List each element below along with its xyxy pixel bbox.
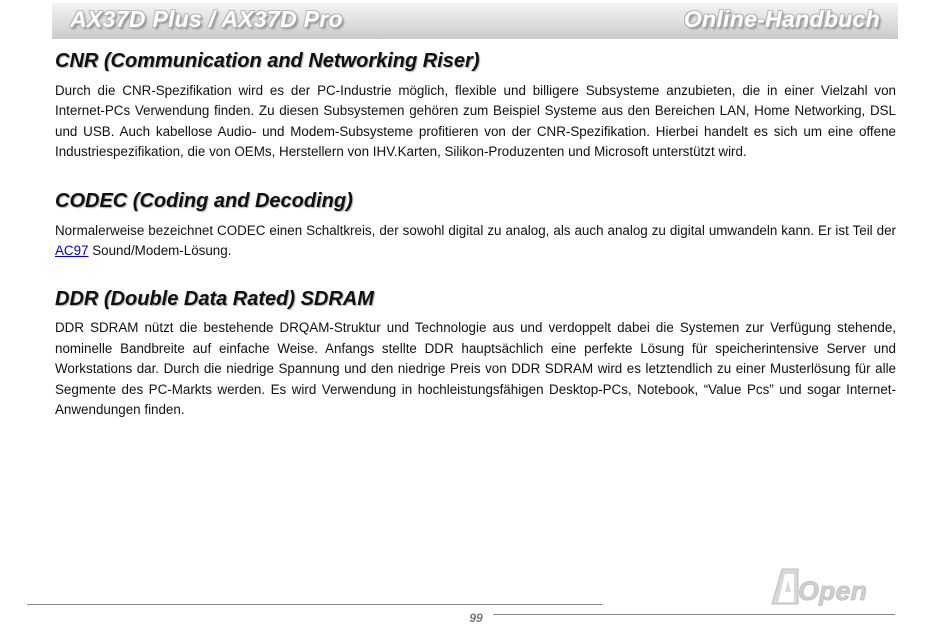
codec-paragraph bbox=[55, 221, 896, 262]
ddr-paragraph: DDR SDRAM nützt die bestehende DRQAM-Struktur und Technologie aus und verdoppelt dabei die Systemen zur Verfügung stehende, nominelle Bandbreite auf einfache Weise. Anfangs stellte DDR hauptsächlich eine perfekte Lösung für speicherintensive Server und Workstations dar. Durch die niedrige Spannung und den niedrige Preis von DDR SDRAM wird es letztendlich zu einer Musterlösung für alle Segmente des PC-Markts werden. Es wird Verwendung in hochleistungsfähigen Desktop-PCs, Notebook, “Value Pcs” und sogar Internet-Anwendungen finden. bbox=[55, 320, 896, 418]
ddr-heading: DDR (Double Data Rated) SDRAM bbox=[55, 288, 374, 311]
cnr-paragraph: Durch die CNR-Spezifikation wird es der PC-Industrie möglich, flexible und billigere Subsysteme anzubieten, die in einer Vielzahl von Internet-PCs Verwendung finden. Zu diesen Subsystemen gehören zum Beispiel Systeme aus den Bereichen LAN, Home Networking, DSL und USB. Auch kabellose Audio- und Modem-Subsysteme profitieren von der CNR-Spezifikation. Hierbei handelt es sich um eine offene Industriespezifikation, die von OEMs, Herstellern von IHV.Karten, Silikon-Produzenten und Microsoft unterstützt wird. bbox=[55, 83, 896, 160]
footer-rule-right bbox=[493, 614, 895, 615]
footer-rule-left bbox=[27, 604, 603, 605]
page-number: 99 bbox=[469, 611, 483, 625]
main-content bbox=[55, 48, 896, 420]
svg-text:Open: Open bbox=[798, 576, 868, 606]
cnr-heading: CNR (Communication and Networking Riser) bbox=[55, 50, 480, 72]
codec-heading: CODEC (Coding and Decoding) bbox=[55, 189, 353, 212]
codec-text-before-link: Normalerweise bezeichnet CODEC einen Schaltkreis, der sowohl digital zu analog, als auch analog zu digital umwandeln kann. Er ist Teil der bbox=[55, 222, 896, 238]
ac97-link[interactable]: AC97 bbox=[55, 243, 89, 259]
handbook-label: Online-Handbuch bbox=[683, 6, 880, 32]
aopen-logo bbox=[768, 566, 892, 606]
codec-text-after-link: Sound/Modem-Lösung. bbox=[88, 243, 232, 259]
manual-title: AX37D Plus / AX37D Pro bbox=[70, 6, 343, 32]
